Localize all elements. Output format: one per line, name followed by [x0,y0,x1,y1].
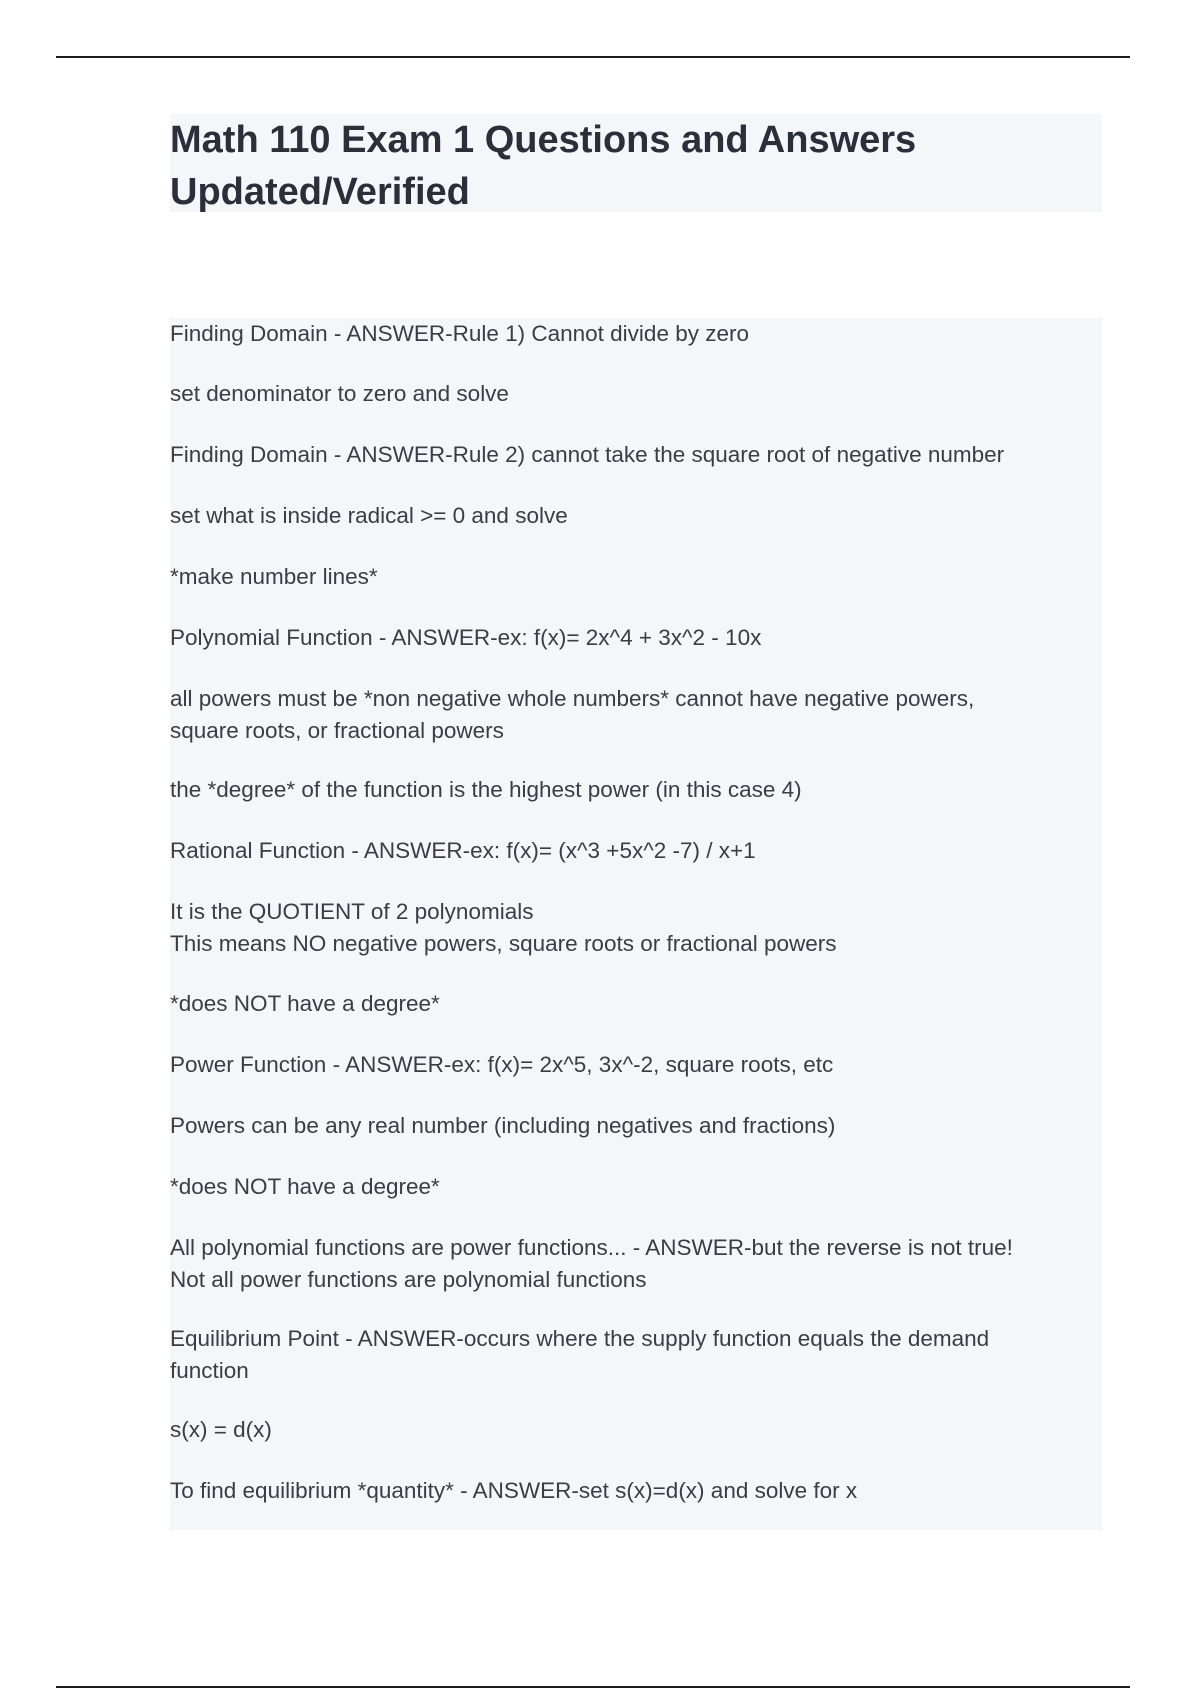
qa-paragraph: To find equilibrium *quantity* - ANSWER-set s(x)=d(x) and solve for x [170,1478,858,1503]
qa-paragraph: *does NOT have a degree* [170,991,440,1016]
qa-paragraph: Equilibrium Point - ANSWER-occurs where the supply function equals the demand function [170,1326,990,1383]
title-panel [170,114,1102,212]
bottom-rule [56,1686,1130,1688]
qa-paragraph: It is the QUOTIENT of 2 polynomials This means NO negative powers, square roots or fractional powers [170,899,837,956]
qa-paragraph: the *degree* of the function is the highest power (in this case 4) [170,777,802,802]
qa-paragraph: *does NOT have a degree* [170,1174,440,1199]
top-rule [56,56,1130,58]
qa-paragraph: set denominator to zero and solve [170,381,509,406]
qa-content-panel [170,318,1102,1530]
qa-paragraph: *make number lines* [170,564,378,589]
page-title: Math 110 Exam 1 Questions and Answers Updated/Verified [170,119,917,213]
qa-paragraph: set what is inside radical >= 0 and solve [170,503,568,528]
qa-paragraph: Finding Domain - ANSWER-Rule 1) Cannot divide by zero [170,321,749,346]
qa-paragraph: all powers must be *non negative whole numbers* cannot have negative powers, square roots, or fractional powers [170,686,975,743]
qa-paragraph: Finding Domain - ANSWER-Rule 2) cannot take the square root of negative number [170,442,1005,467]
qa-paragraph: Powers can be any real number (including negatives and fractions) [170,1113,836,1138]
qa-paragraph: s(x) = d(x) [170,1417,272,1442]
qa-paragraph: All polynomial functions are power functions... - ANSWER-but the reverse is not true! Not all power functions are polynomial functions [170,1235,1013,1292]
qa-paragraph: Rational Function - ANSWER-ex: f(x)= (x^3 +5x^2 -7) / x+1 [170,838,756,863]
qa-paragraph: Polynomial Function - ANSWER-ex: f(x)= 2x^4 + 3x^2 - 10x [170,625,762,650]
qa-paragraph: Power Function - ANSWER-ex: f(x)= 2x^5, 3x^-2, square roots, etc [170,1052,834,1077]
